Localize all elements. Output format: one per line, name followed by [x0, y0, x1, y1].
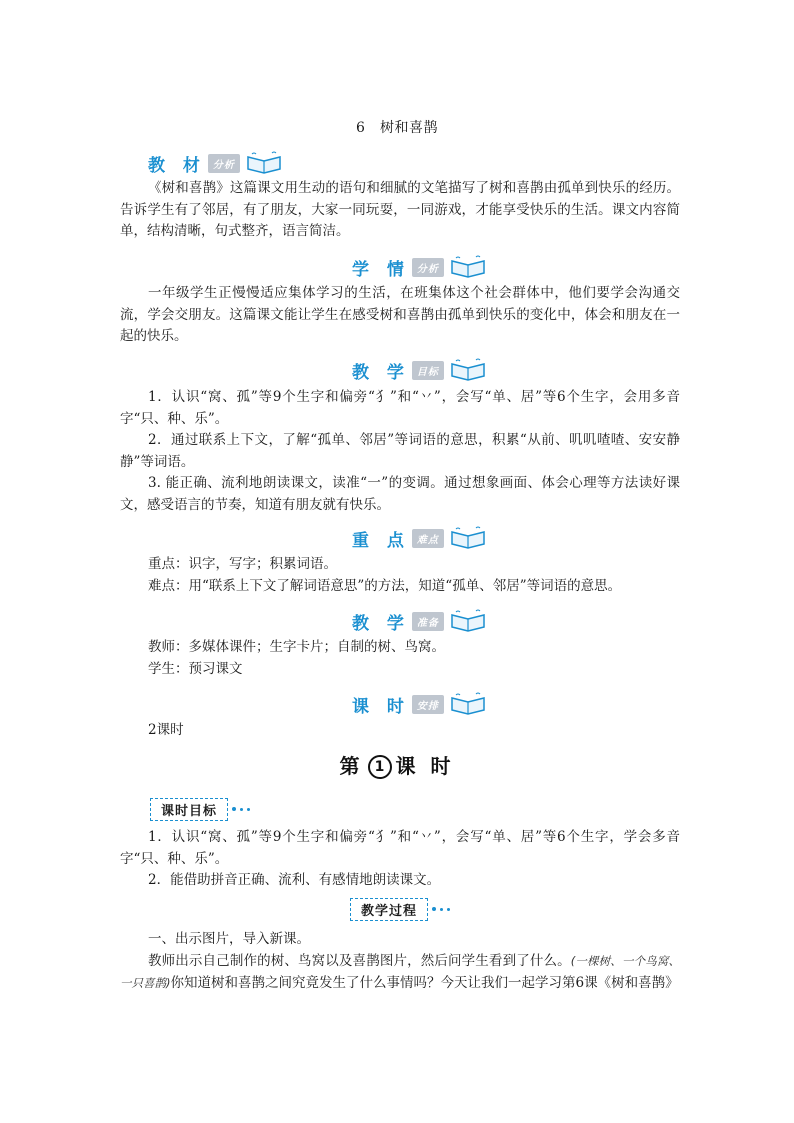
book-icon — [244, 151, 284, 175]
key-point: 重点：识字，写字；积累词语。 — [148, 556, 337, 572]
goal-item: 3. 能正确、流利地朗读课文，读准“一”的变调。通过想象画面、体会心理等方法读好课文，感受语言的节奏，知道有朋友就有快乐。 — [120, 475, 680, 513]
section-header-student — [352, 252, 488, 282]
lesson-goal-item: 1．认识“窝、孤”等9个生字和偏旁“犭”和“丷”，会写“单、居”等6个生字，学会多音字“只、种、乐”。 — [120, 829, 680, 867]
process-step-text-cont: 你知道树和喜鹊之间究竟发生了什么事情吗？今天让我们一起学习第6课《树和喜鹊》 — [170, 974, 679, 991]
section-main-label: 课 时 — [352, 696, 410, 717]
goal-item: 1．认识“窝、孤”等9个生字和偏旁“犭”和“丷”，会写“单、居”等6个生字，会用多音字“只、种、乐”。 — [120, 389, 680, 427]
section-tag: 安排 — [412, 695, 444, 714]
section-header-analysis — [148, 148, 284, 178]
section-tag: 准备 — [412, 612, 444, 631]
lesson-period-heading — [0, 750, 794, 779]
dots-decoration — [432, 907, 450, 911]
process-step-heading: 一、出示图片，导入新课。 — [148, 931, 310, 947]
section-header-key — [352, 523, 488, 553]
section-tag: 目标 — [412, 361, 444, 380]
section-tag: 分析 — [412, 258, 444, 277]
book-icon — [448, 255, 488, 279]
section-header-schedule — [352, 689, 488, 719]
analysis-paragraph: 《树和喜鹊》这篇课文用生动的语句和细腻的文笔描写了树和喜鹊由孤单到快乐的经历。告诉学生有了邻居，有了朋友，大家一同玩耍，一同游戏，才能享受快乐的生活。课文内容简单，结构清晰，句式整齐，语言简洁。 — [120, 180, 680, 239]
process-step-text: 教师出示自己制作的树、鸟窝以及喜鹊图片，然后问学生看到了什么。 — [148, 953, 571, 969]
section-tag: 难点 — [412, 529, 444, 548]
section-main-label: 教 学 — [352, 613, 410, 634]
section-header-prep — [352, 606, 488, 636]
process-header — [350, 897, 450, 921]
dots-decoration — [232, 807, 250, 811]
lesson-goals-label: 课时目标 — [150, 798, 228, 821]
lesson-goal-item: 2．能借助拼音正确、流利、有感情地朗读课文。 — [148, 872, 441, 888]
lesson-number: 1 — [368, 755, 392, 779]
section-main-label: 学 情 — [352, 259, 410, 280]
goal-item: 2．通过联系上下文，了解“孤单、邻居”等词语的意思，积累“从前、叽叽喳喳、安安静静”等词语。 — [120, 432, 680, 470]
section-main-label: 教 学 — [352, 362, 410, 383]
process-label: 教学过程 — [350, 898, 428, 921]
lesson-prefix: 第 — [339, 754, 364, 778]
book-icon — [448, 358, 488, 382]
book-icon — [448, 526, 488, 550]
difficult-point: 难点：用“联系上下文了解词语意思”的方法，知道“孤单、邻居”等词语的意思。 — [148, 578, 622, 594]
prep-teacher: 教师：多媒体课件；生字卡片；自制的树、鸟窝。 — [148, 639, 445, 655]
section-main-label: 教 材 — [148, 155, 206, 176]
book-icon — [448, 692, 488, 716]
schedule-text: 2课时 — [148, 722, 184, 738]
prep-student: 学生：预习课文 — [148, 661, 243, 677]
lesson-goals-header — [150, 797, 250, 821]
student-paragraph: 一年级学生正慢慢适应集体学习的生活，在班集体这个社会群体中，他们要学会沟通交流，学会交朋友。这篇课文能让学生在感受树和喜鹊由孤单到快乐的变化中，体会和朋友在一起的快乐。 — [120, 285, 680, 344]
section-main-label: 重 点 — [352, 530, 410, 551]
lesson-title: 6 树和喜鹊 — [356, 120, 438, 136]
lesson-suffix: 课 时 — [395, 754, 455, 778]
section-header-goals — [352, 355, 488, 385]
section-tag: 分析 — [208, 154, 240, 173]
process-step-body — [120, 951, 680, 994]
book-icon — [448, 609, 488, 633]
process-step-note: (一棵树、一个鸟窝、一只喜鹊) — [120, 954, 680, 990]
